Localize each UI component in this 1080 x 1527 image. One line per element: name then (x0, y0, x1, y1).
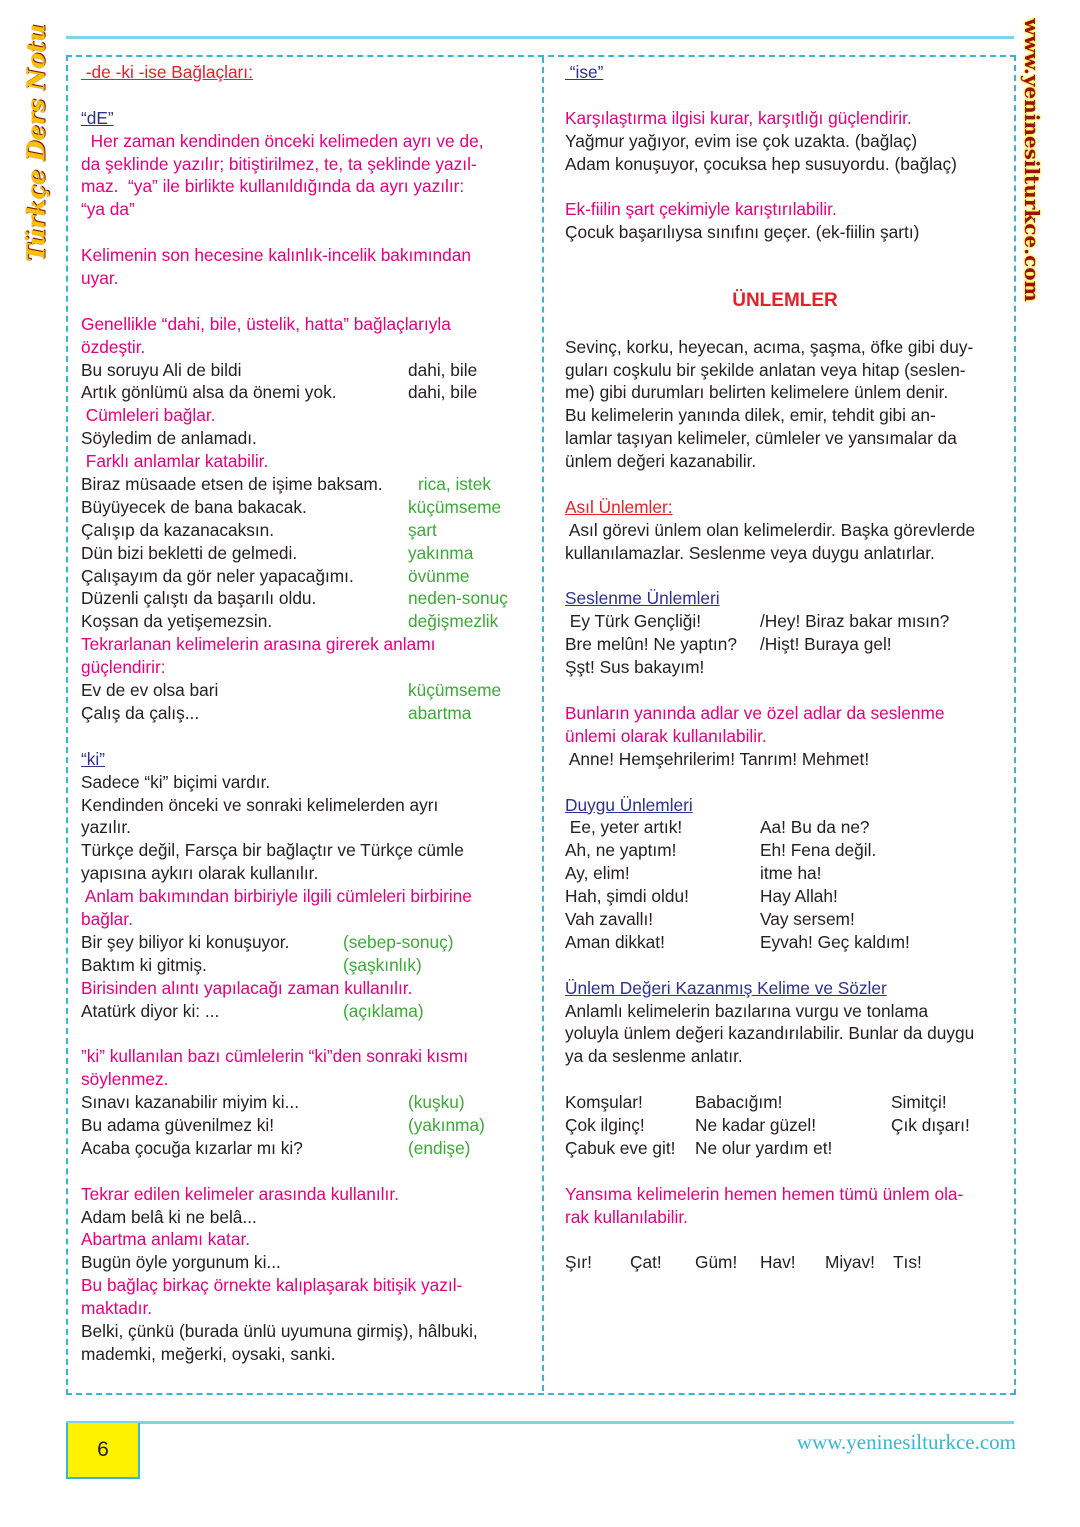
text-line (565, 1183, 1005, 1206)
text-line (81, 1320, 531, 1343)
blank-line (565, 1160, 1005, 1183)
text: “ya da” (81, 199, 135, 220)
text-line (565, 336, 1005, 359)
text: lamlar taşıyan kelimeler, cümleler ve yansımalar da (565, 428, 957, 449)
text: mademki, meğerki, oysaki, sanki. (81, 1343, 336, 1364)
meaning-note: yakınma (408, 542, 474, 563)
example-cell: Çat! (630, 1252, 662, 1273)
meaning-note: (kuşku) (408, 1092, 465, 1113)
text-line (81, 1045, 531, 1068)
text-line (81, 679, 531, 702)
text: Belki, çünkü (burada ünlü uyumuna girmiş), hâlbuki, (81, 1320, 478, 1341)
section-heading: Asıl Ünlemler: (565, 496, 673, 517)
text: da şeklinde yazılır; bitiştirilmez, te, ta şeklinde yazıl- (81, 153, 477, 174)
meaning-note: abartma (408, 702, 472, 723)
section-heading: -de -ki -ise Bağlaçları: (81, 62, 253, 82)
blank-line (81, 221, 531, 244)
blank-line (565, 473, 1005, 496)
text: Bu adama güvenilmez ki! (81, 1114, 275, 1135)
meaning-note: neden-sonuç (408, 588, 508, 609)
text-line (565, 1045, 1005, 1068)
text-line (81, 633, 531, 656)
example-cell: Aman dikkat! (565, 931, 665, 952)
column-divider (542, 57, 544, 1391)
section-heading: “ki” (81, 748, 105, 769)
text-line (565, 725, 1005, 748)
text-line (565, 519, 1005, 542)
text: Birisinden alıntı yapılacağı zaman kullanılır. (81, 977, 413, 998)
blank-line (565, 84, 1005, 107)
text-line (81, 175, 531, 198)
text: Kendinden önceki ve sonraki kelimelerden ayrı (81, 794, 439, 815)
text-line (81, 267, 531, 290)
example-cell: Çok ilginç! (565, 1114, 645, 1135)
text: Bu kelimelerin yanında dilek, emir, tehdit gibi an- (565, 405, 936, 426)
text: Koşsan da yetişemezsin. (81, 611, 273, 632)
footer-rule (66, 1421, 1014, 1424)
text-line (81, 1137, 531, 1160)
blank-line (565, 267, 1005, 290)
meaning-note: değişmezlik (408, 611, 499, 632)
text: me) gibi durumları belirten kelimelere ünlem denir. (565, 382, 949, 403)
text-line (565, 61, 1005, 84)
text: Bu soruyu Ali de bildi (81, 359, 242, 380)
text: Ek-fiilin şart çekimiyle karıştırılabilir. (565, 199, 837, 220)
text: Her zaman kendinden önceki kelimeden ayrı ve de, (81, 130, 484, 151)
blank-line (565, 175, 1005, 198)
example-row (565, 1137, 1005, 1160)
meaning-note: küçümseme (408, 680, 502, 701)
text-line (81, 656, 531, 679)
text: guları coşkulu bir şekilde anlatan veya hitap (seslen- (565, 359, 966, 380)
example-cell: Ah, ne yaptım! (565, 840, 677, 861)
text-line (81, 336, 531, 359)
blank-line (565, 244, 1005, 267)
example-cell: Ay, elim! (565, 863, 630, 884)
blank-line (81, 84, 531, 107)
text: Tekrar edilen kelimeler arasında kullanılır. (81, 1183, 399, 1204)
text: Anlam bakımından birbiriyle ilgili cümleleri birbirine (81, 886, 472, 907)
text-line (81, 496, 531, 519)
text-line (81, 427, 531, 450)
text-line (81, 473, 531, 496)
footer-url[interactable]: www.yeninesilturkce.com (796, 1430, 1016, 1454)
text: güçlendirir: (81, 657, 166, 678)
meaning-note: küçümseme (408, 496, 502, 517)
text-line (81, 771, 531, 794)
text-line (81, 1068, 531, 1091)
right-column (565, 61, 1005, 1274)
example-cell: Ne kadar güzel! (695, 1114, 817, 1135)
example-cell: Ne olur yardım et! (695, 1137, 833, 1158)
text-line (81, 542, 531, 565)
example-row (565, 885, 1005, 908)
text-line (81, 107, 531, 130)
blank-line (565, 313, 1005, 336)
text-line (565, 427, 1005, 450)
section-heading: Ünlem Değeri Kazanmış Kelime ve Sözler (565, 977, 887, 998)
example-row (565, 931, 1005, 954)
text-line (81, 587, 531, 610)
side-title: Türkçe Ders Notu (21, 24, 51, 262)
blank-line (81, 1022, 531, 1045)
text: Adam belâ ki ne belâ... (81, 1206, 257, 1227)
section-heading: Seslenme Ünlemleri (565, 588, 720, 609)
text: Bu bağlaç birkaç örnekte kalıplaşarak bitişik yazıl- (81, 1275, 463, 1296)
text-line (565, 794, 1005, 817)
text: Sevinç, korku, heyecan, acıma, şaşma, öfke gibi duy- (565, 336, 974, 357)
page-number: 6 (97, 1438, 109, 1461)
text: Çocuk başarılıysa sınıfını geçer. (ek-fiilin şartı) (565, 222, 920, 243)
meaning-note: dahi, bile (408, 382, 478, 403)
text: Asıl görevi ünlem olan kelimelerdir. Başka görevlerde (565, 519, 976, 540)
meaning-note: övünme (408, 565, 470, 586)
example-row (565, 633, 1005, 656)
text: Sınavı kazanabilir miyim ki... (81, 1092, 299, 1113)
text-line (81, 908, 531, 931)
text-line (565, 656, 1005, 679)
text: ya da seslenme anlatır. (565, 1046, 743, 1067)
text: Bunların yanında adlar ve özel adlar da seslenme (565, 702, 945, 723)
text-line (565, 198, 1005, 221)
text-line (81, 198, 531, 221)
text: Düzenli çalıştı da başarılı oldu. (81, 588, 317, 609)
text-line (81, 1274, 531, 1297)
example-cell: Simitçi! (891, 1092, 947, 1113)
text: Artık gönlümü alsa da önemi yok. (81, 382, 337, 403)
text-line (565, 153, 1005, 176)
text: Biraz müsaade etsen de işime baksam. (81, 474, 383, 495)
text: kullanılamazlar. Seslenme veya duygu anlatırlar. (565, 542, 935, 563)
text: yapısına aykırı olarak kullanılır. (81, 863, 319, 884)
example-cell: Çabuk eve git! (565, 1137, 676, 1158)
text: Yağmur yağıyor, evim ise çok uzakta. (bağlaç) (565, 130, 918, 151)
text-line (81, 1000, 531, 1023)
section-heading: “ise” (565, 62, 604, 82)
text: Adam konuşuyor, çocuksa hep susuyordu. (bağlaç) (565, 153, 957, 174)
text: Sadece “ki” biçimi vardır. (81, 771, 271, 792)
text: Dün bizi bekletti de gelmedi. (81, 542, 298, 563)
text: ünlem değeri kazanabilir. (565, 451, 757, 472)
text: Kelimenin son hecesine kalınlık-incelik bakımından (81, 245, 471, 266)
text-line (565, 1000, 1005, 1023)
text-line (81, 1251, 531, 1274)
text-line (81, 130, 531, 153)
example-cell: Bre melûn! Ne yaptın? (565, 634, 737, 655)
blank-line (565, 565, 1005, 588)
text-line (565, 107, 1005, 130)
blank-line (565, 679, 1005, 702)
example-row (565, 1091, 1005, 1114)
text: Anne! Hemşehrilerim! Tanrım! Mehmet! (565, 748, 870, 769)
text-line (565, 496, 1005, 519)
text-line (565, 748, 1005, 771)
text-line (565, 359, 1005, 382)
text-line (565, 702, 1005, 725)
text: rak kullanılabilir. (565, 1206, 688, 1227)
text-line (565, 977, 1005, 1000)
text-line (565, 1206, 1005, 1229)
meaning-note: rica, istek (418, 474, 491, 495)
left-column (81, 61, 531, 1366)
text-line (81, 1297, 531, 1320)
text-line (565, 450, 1005, 473)
text-line (81, 153, 531, 176)
text-line (81, 794, 531, 817)
example-cell: Aa! Bu da ne? (760, 817, 870, 838)
example-cell: /Hey! Biraz bakar mısın? (760, 611, 950, 632)
text-line (81, 565, 531, 588)
text: Çalış da çalış... (81, 702, 200, 723)
example-cell: Babacığım! (695, 1092, 783, 1113)
text-line (81, 313, 531, 336)
example-cell: Eyvah! Geç kaldım! (760, 931, 910, 952)
side-url[interactable]: www.yeninesilturkce.com (1020, 18, 1044, 302)
text: Söyledim de anlamadı. (81, 428, 257, 449)
text-line (81, 519, 531, 542)
example-cell: Komşular! (565, 1092, 643, 1113)
text-line (81, 816, 531, 839)
example-cell: Tıs! (893, 1252, 922, 1273)
text-line (81, 885, 531, 908)
text: Bugün öyle yorgunum ki... (81, 1252, 281, 1273)
example-row (565, 908, 1005, 931)
text: Ev de ev olsa bari (81, 680, 219, 701)
example-cell: Vay sersem! (760, 908, 855, 929)
text-line (81, 862, 531, 885)
text-line (565, 404, 1005, 427)
text: Yansıma kelimelerin hemen hemen tümü ünlem ola- (565, 1183, 964, 1204)
text-line (565, 381, 1005, 404)
text-line (81, 839, 531, 862)
example-cell: Ey Türk Gençliği! (565, 611, 702, 632)
text: Tekrarlanan kelimelerin arasına girerek anlamı (81, 634, 436, 655)
example-row (565, 1114, 1005, 1137)
text-line (565, 130, 1005, 153)
meaning-note: (endişe) (408, 1137, 471, 1158)
text: Bir şey biliyor ki konuşuyor. (81, 931, 290, 952)
example-cell: Şır! (565, 1252, 592, 1273)
blank-line (81, 725, 531, 748)
text: özdeştir. (81, 336, 146, 357)
example-cell: Hah, şimdi oldu! (565, 886, 689, 907)
text-line (81, 610, 531, 633)
text: yazılır. (81, 817, 131, 838)
text: Büyüyecek de bana bakacak. (81, 496, 307, 517)
text-line (565, 221, 1005, 244)
meaning-note: şart (408, 519, 437, 540)
text-line (81, 954, 531, 977)
text: Abartma anlamı katar. (81, 1229, 251, 1250)
example-cell: Çık dışarı! (891, 1114, 970, 1135)
text: Şşt! Sus bakayım! (565, 657, 705, 678)
top-rule (66, 36, 1014, 39)
text-line (81, 748, 531, 771)
blank-line (81, 290, 531, 313)
example-cell: Güm! (695, 1252, 738, 1273)
example-cell: Ee, yeter artık! (565, 817, 683, 838)
example-cell: Miyav! (825, 1252, 875, 1273)
text-line (81, 1228, 531, 1251)
text-line (81, 359, 531, 382)
text-line (81, 61, 531, 84)
text-line (565, 587, 1005, 610)
blank-line (565, 771, 1005, 794)
text: Karşılaştırma ilgisi kurar, karşıtlığı güçlendirir. (565, 107, 912, 128)
text-line (81, 1343, 531, 1366)
text: Cümleleri bağlar. (81, 405, 216, 426)
text-line (565, 542, 1005, 565)
text-line (81, 1114, 531, 1137)
example-cell: Hav! (760, 1252, 796, 1273)
text-line (81, 1091, 531, 1114)
text: ünlemi olarak kullanılabilir. (565, 725, 767, 746)
meaning-note: (açıklama) (343, 1000, 424, 1021)
text: Çalışayım da gör neler yapacağımı. (81, 565, 354, 586)
text-line (81, 450, 531, 473)
text: Acaba çocuğa kızarlar mı ki? (81, 1137, 303, 1158)
example-row (565, 610, 1005, 633)
text: Atatürk diyor ki: ... (81, 1000, 220, 1021)
section-title: ÜNLEMLER (732, 289, 838, 311)
text: Türkçe değil, Farsça bir bağlaçtır ve Türkçe cümle (81, 840, 464, 861)
example-row (565, 1251, 1005, 1274)
text: maz. “ya” ile birlikte kullanıldığında da ayrı yazılır: (81, 176, 465, 197)
blank-line (565, 1068, 1005, 1091)
text: ”ki” kullanılan bazı cümlelerin “ki”den sonraki kısmı (81, 1046, 469, 1067)
example-cell: itme ha! (760, 863, 822, 884)
text: bağlar. (81, 908, 133, 929)
blank-line (565, 954, 1005, 977)
text-line (81, 244, 531, 267)
text-line (81, 702, 531, 725)
example-cell: /Hişt! Buraya gel! (760, 634, 892, 655)
text-line (565, 290, 1005, 313)
blank-line (81, 1160, 531, 1183)
example-row (565, 862, 1005, 885)
text: Anlamlı kelimelerin bazılarına vurgu ve tonlama (565, 1000, 929, 1021)
text: uyar. (81, 268, 119, 289)
blank-line (565, 1228, 1005, 1251)
meaning-note: (şaşkınlık) (343, 954, 422, 975)
meaning-note: (sebep-sonuç) (343, 931, 454, 952)
text: maktadır. (81, 1298, 153, 1319)
text-line (81, 381, 531, 404)
example-row (565, 816, 1005, 839)
text-line (81, 404, 531, 427)
example-row (565, 839, 1005, 862)
text: Baktım ki gitmiş. (81, 954, 207, 975)
text: yoluyla ünlem değeri kazandırılabilir. Bunlar da duygu (565, 1023, 975, 1044)
text-line (81, 1206, 531, 1229)
example-cell: Eh! Fena değil. (760, 840, 877, 861)
text-line (81, 931, 531, 954)
text-line (565, 1022, 1005, 1045)
text: söylenmez. (81, 1069, 169, 1090)
text: Farklı anlamlar katabilir. (81, 451, 269, 472)
text-line (81, 1183, 531, 1206)
meaning-note: (yakınma) (408, 1114, 485, 1135)
section-heading: Duygu Ünlemleri (565, 794, 693, 815)
text: Genellikle “dahi, bile, üstelik, hatta” bağlaçlarıyla (81, 313, 451, 334)
example-cell: Hay Allah! (760, 886, 838, 907)
text-line (81, 977, 531, 1000)
section-heading: “dE” (81, 107, 114, 128)
page-number-box (66, 1423, 140, 1479)
meaning-note: dahi, bile (408, 359, 478, 380)
text: Çalışıp da kazanacaksın. (81, 519, 275, 540)
example-cell: Vah zavallı! (565, 908, 654, 929)
